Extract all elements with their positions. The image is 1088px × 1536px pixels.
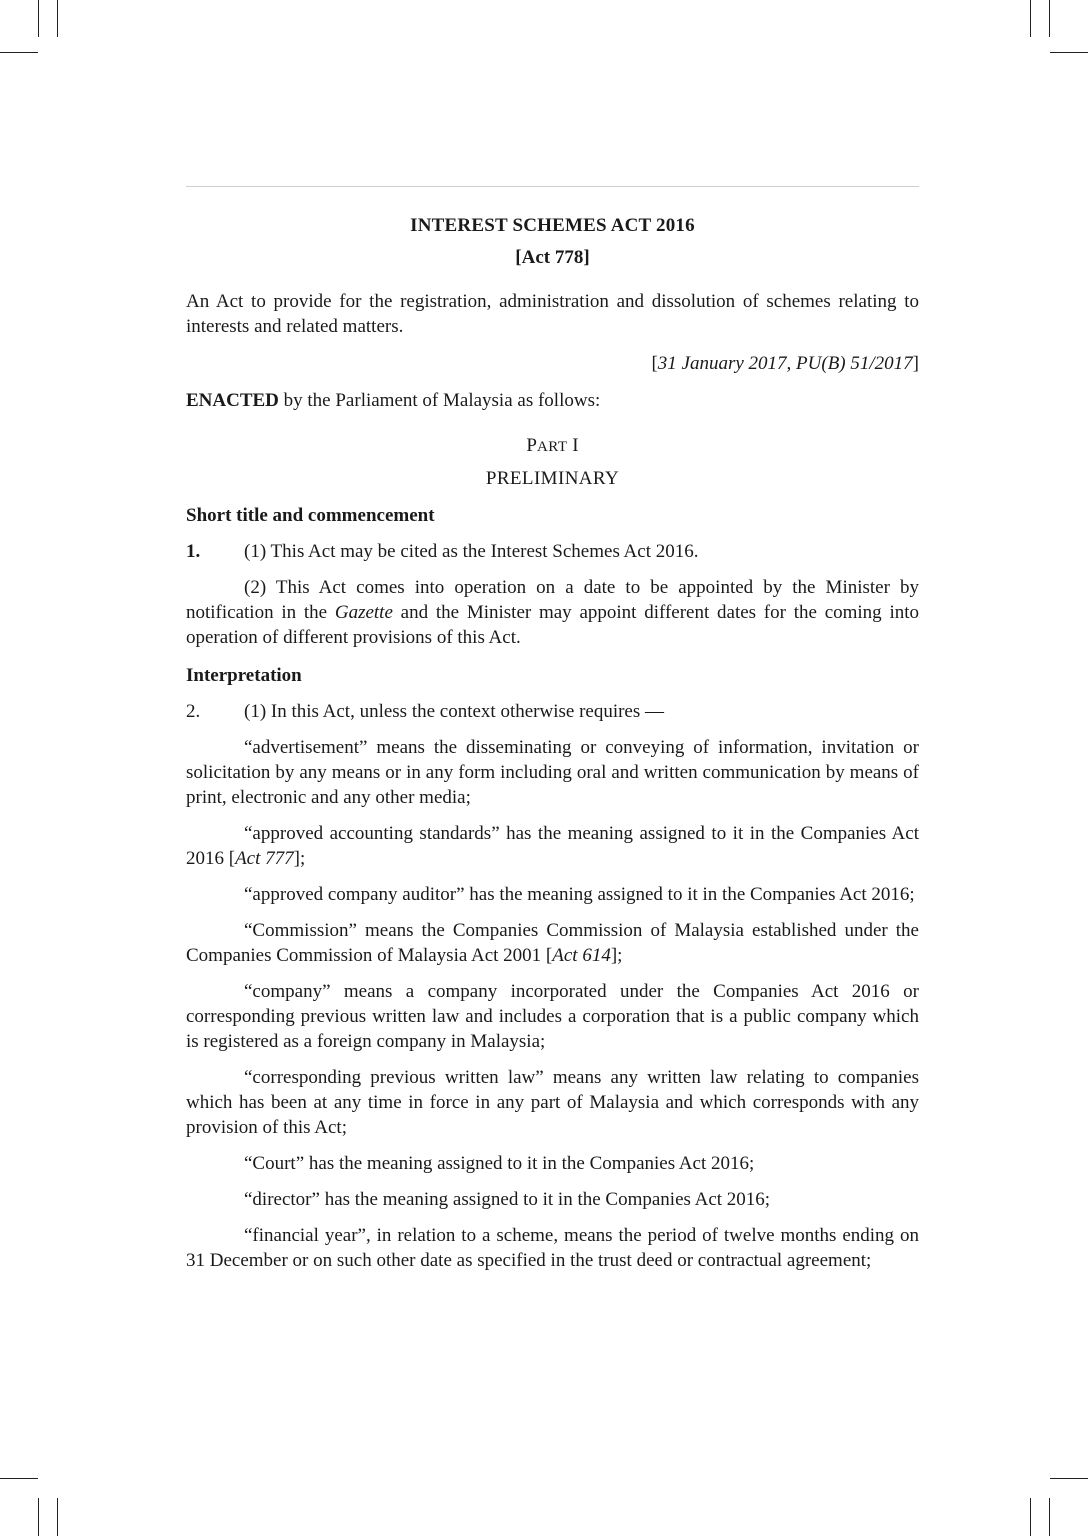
crop-mark xyxy=(38,1498,39,1536)
act-reference-italic: Act 777 xyxy=(235,848,294,869)
crop-mark xyxy=(0,52,38,53)
definition-text: ]; xyxy=(610,945,623,966)
subsection-text: (1) In this Act, unless the context otherwise requires — xyxy=(244,701,665,722)
page-content xyxy=(186,186,919,1273)
subsection-text: (1) This Act may be cited as the Interest Schemes Act 2016. xyxy=(244,541,699,562)
section-number: 1. xyxy=(186,541,201,562)
act-title: INTEREST SCHEMES ACT 2016 xyxy=(410,215,695,236)
crop-mark xyxy=(1030,1498,1031,1536)
definition-financial-year: “financial year”, in relation to a scheme, means the period of twelve months ending on 31 December or on such other date as specified in the trust deed or contractual agreement; xyxy=(186,1225,919,1271)
section-heading: Short title and commencement xyxy=(186,505,435,526)
definition-director: “director” has the meaning assigned to it in the Companies Act 2016; xyxy=(244,1189,771,1210)
section-number: 2. xyxy=(186,701,201,722)
section-1-subsection-1 xyxy=(186,539,919,564)
definition-company: “company” means a company incorporated under the Companies Act 2016 or corresponding previous written law and includes a corporation that is a public company which is registered as a foreign company in Malaysia; xyxy=(186,981,919,1052)
definition-advertisement: “advertisement” means the disseminating or conveying of information, invitation or solicitation by any means or in any form including oral and written communication by means of print, electronic and any other media; xyxy=(186,737,919,808)
gazette-date: 31 January 2017, PU(B) 51/2017 xyxy=(657,353,913,374)
enacted-text: by the Parliament of Malaysia as follows: xyxy=(278,390,601,411)
definition-approved-company-auditor: “approved company auditor” has the meaning assigned to it in the Companies Act 2016; xyxy=(244,884,915,905)
definition-approved-accounting-standards xyxy=(186,821,919,871)
section-1-subsection-2 xyxy=(186,575,919,650)
subsection-text: (2) This Act comes into operation on a date to be appointed by the Minister by notification in the xyxy=(186,577,919,623)
act-reference-italic: Act 614 xyxy=(552,945,611,966)
definition-court: “Court” has the meaning assigned to it in the Companies Act 2016; xyxy=(244,1153,755,1174)
part-label xyxy=(186,435,919,457)
section-2-subsection-1 xyxy=(186,699,919,724)
crop-mark xyxy=(1049,1498,1050,1536)
part-label-rest: ART xyxy=(536,439,568,455)
act-number: [Act 778] xyxy=(515,247,590,268)
section-heading: Interpretation xyxy=(186,665,302,686)
long-title: An Act to provide for the registration, administration and dissolution of schemes relating to interests and related matters. xyxy=(186,291,919,337)
definition-corresponding-previous-written-law: “corresponding previous written law” means any written law relating to companies which has been at any time in force in any part of Malaysia and which corresponds with any provision of this Act; xyxy=(186,1067,919,1138)
definition-text: ]; xyxy=(293,848,306,869)
part-label-initial: P xyxy=(526,435,537,456)
part-title: PRELIMINARY xyxy=(485,468,620,489)
header-rule xyxy=(186,186,919,187)
crop-mark xyxy=(1050,1478,1088,1479)
enacting-clause xyxy=(186,388,919,413)
crop-mark xyxy=(38,0,39,37)
gazette-bracket-close: ] xyxy=(912,353,919,374)
crop-mark xyxy=(1030,0,1031,37)
gazette-bracket-open: [ xyxy=(651,353,658,374)
crop-mark xyxy=(1050,52,1088,53)
gazette-reference xyxy=(186,351,919,376)
gazette-italic: Gazette xyxy=(334,602,393,623)
crop-mark xyxy=(57,0,58,37)
definition-text: “Commission” means the Companies Commission of Malaysia established under the Companies Commission of Malaysia Act 2001 [ xyxy=(186,920,919,966)
definition-text: “approved accounting standards” has the meaning assigned to it in the Companies Act 2016 [ xyxy=(186,823,919,869)
subsection-text: and the Minister may appoint different dates for the coming into operation of different provisions of this Act. xyxy=(186,602,920,648)
enacted-word: ENACTED xyxy=(186,390,279,411)
crop-mark xyxy=(57,1498,58,1536)
part-number: I xyxy=(567,435,579,456)
definition-commission xyxy=(186,918,919,968)
crop-mark xyxy=(0,1478,38,1479)
crop-mark xyxy=(1049,0,1050,37)
